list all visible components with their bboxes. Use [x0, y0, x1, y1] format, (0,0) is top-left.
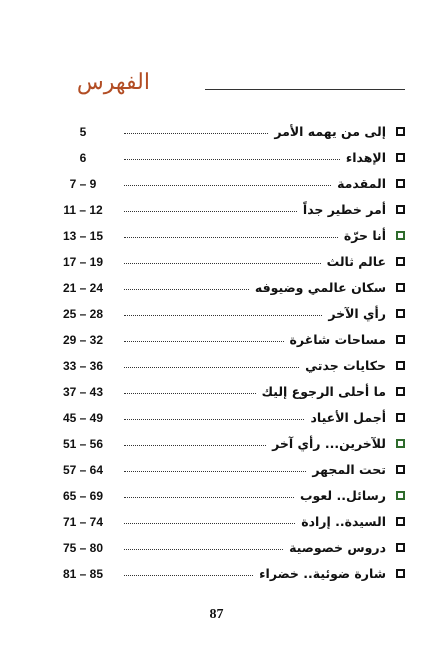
- toc-entry-title: تحت المجهر: [312, 462, 386, 477]
- dot-leader: [124, 419, 304, 420]
- dot-leader: [124, 185, 331, 186]
- checkbox-bullet-icon: [396, 387, 405, 396]
- toc-entry-pages: 17 – 19: [62, 255, 104, 269]
- toc-entry-pages: 51 – 56: [62, 437, 104, 451]
- dot-leader: [124, 575, 253, 576]
- toc-entry-pages: 33 – 36: [62, 359, 104, 373]
- checkbox-bullet-icon: [396, 517, 405, 526]
- dot-leader: [124, 471, 306, 472]
- toc-entry-pages: 81 – 85: [62, 567, 104, 581]
- checkbox-bullet-icon: [396, 491, 405, 500]
- toc-entry[interactable]: [60, 563, 405, 589]
- toc-entry[interactable]: [60, 251, 405, 277]
- dot-leader: [124, 211, 297, 212]
- toc-entry-title: عالم ثالث: [326, 254, 386, 269]
- toc-entry-title: السيدة.. إرادة: [301, 514, 386, 529]
- toc-entry-title: شارة ضوئية.. خضراء: [259, 566, 386, 581]
- dot-leader: [124, 237, 338, 238]
- toc-entry-title: ما أحلى الرجوع إليك: [261, 384, 386, 399]
- checkbox-bullet-icon: [396, 153, 405, 162]
- dot-leader: [124, 367, 299, 368]
- checkbox-bullet-icon: [396, 309, 405, 318]
- page-title: الفهرس: [76, 70, 150, 95]
- toc-entry-pages: 21 – 24: [62, 281, 104, 295]
- toc-entry-title: للآخرين... رأي آخر: [272, 436, 386, 451]
- toc-entry-title: المقدمة: [337, 176, 386, 191]
- toc-entry[interactable]: [60, 225, 405, 251]
- toc-entry-pages: 25 – 28: [62, 307, 104, 321]
- checkbox-bullet-icon: [396, 283, 405, 292]
- toc-entry-title: إلى من يهمه الأمر: [274, 124, 386, 139]
- page-number: 87: [209, 607, 224, 622]
- toc-entry[interactable]: [60, 485, 405, 511]
- checkbox-bullet-icon: [396, 179, 405, 188]
- dot-leader: [124, 289, 249, 290]
- toc-entry[interactable]: [60, 147, 405, 173]
- checkbox-bullet-icon: [396, 569, 405, 578]
- dot-leader: [124, 523, 295, 524]
- toc-entry[interactable]: [60, 355, 405, 381]
- dot-leader: [124, 497, 294, 498]
- toc-entry[interactable]: [60, 511, 405, 537]
- toc-entry-pages: 57 – 64: [62, 463, 104, 477]
- toc-entry-pages: 5: [79, 125, 87, 139]
- dot-leader: [124, 133, 268, 134]
- table-of-contents: [60, 121, 405, 589]
- toc-entry-pages: 45 – 49: [62, 411, 104, 425]
- toc-entry-title: مساحات شاغرة: [289, 332, 386, 347]
- checkbox-bullet-icon: [396, 465, 405, 474]
- toc-entry-title: حكايات جدتي: [305, 358, 386, 373]
- dot-leader: [124, 445, 266, 446]
- toc-entry-pages: 6: [79, 151, 87, 165]
- checkbox-bullet-icon: [396, 127, 405, 136]
- toc-entry-pages: 7 – 9: [69, 177, 97, 191]
- checkbox-bullet-icon: [396, 335, 405, 344]
- dot-leader: [124, 549, 283, 550]
- checkbox-bullet-icon: [396, 361, 405, 370]
- title-divider: [205, 89, 405, 90]
- toc-entry[interactable]: [60, 303, 405, 329]
- checkbox-bullet-icon: [396, 439, 405, 448]
- toc-entry[interactable]: [60, 537, 405, 563]
- dot-leader: [124, 263, 321, 264]
- toc-entry-pages: 13 – 15: [62, 229, 104, 243]
- toc-entry-pages: 11 – 12: [63, 203, 103, 217]
- toc-entry-title: الإهداء: [345, 150, 386, 165]
- toc-entry[interactable]: [60, 277, 405, 303]
- dot-leader: [124, 393, 256, 394]
- toc-entry[interactable]: [60, 329, 405, 355]
- dot-leader: [124, 159, 340, 160]
- checkbox-bullet-icon: [396, 543, 405, 552]
- toc-entry[interactable]: [60, 433, 405, 459]
- toc-entry-pages: 37 – 43: [62, 385, 104, 399]
- toc-entry[interactable]: [60, 459, 405, 485]
- toc-entry-title: أمر خطير جداً: [302, 202, 386, 217]
- checkbox-bullet-icon: [396, 231, 405, 240]
- checkbox-bullet-icon: [396, 413, 405, 422]
- toc-entry-pages: 65 – 69: [62, 489, 104, 503]
- toc-entry-pages: 29 – 32: [62, 333, 104, 347]
- toc-header: [60, 68, 405, 98]
- toc-entry-title: أجمل الأعياد: [310, 410, 386, 425]
- toc-entry-title: سكان عالمي وضيوفه: [254, 280, 386, 295]
- toc-entry-pages: 71 – 74: [62, 515, 104, 529]
- toc-entry[interactable]: [60, 199, 405, 225]
- toc-entry[interactable]: [60, 407, 405, 433]
- toc-entry-title: رسائل.. لعوب: [299, 488, 386, 503]
- toc-entry[interactable]: [60, 121, 405, 147]
- toc-entry-pages: 75 – 80: [62, 541, 104, 555]
- checkbox-bullet-icon: [396, 257, 405, 266]
- dot-leader: [124, 341, 284, 342]
- dot-leader: [124, 315, 322, 316]
- checkbox-bullet-icon: [396, 205, 405, 214]
- toc-entry[interactable]: [60, 381, 405, 407]
- toc-entry[interactable]: [60, 173, 405, 199]
- toc-entry-title: رأي الآخر: [328, 306, 386, 321]
- toc-entry-title: دروس خصوصية: [289, 540, 386, 555]
- toc-entry-title: أنا حرّة: [343, 228, 386, 243]
